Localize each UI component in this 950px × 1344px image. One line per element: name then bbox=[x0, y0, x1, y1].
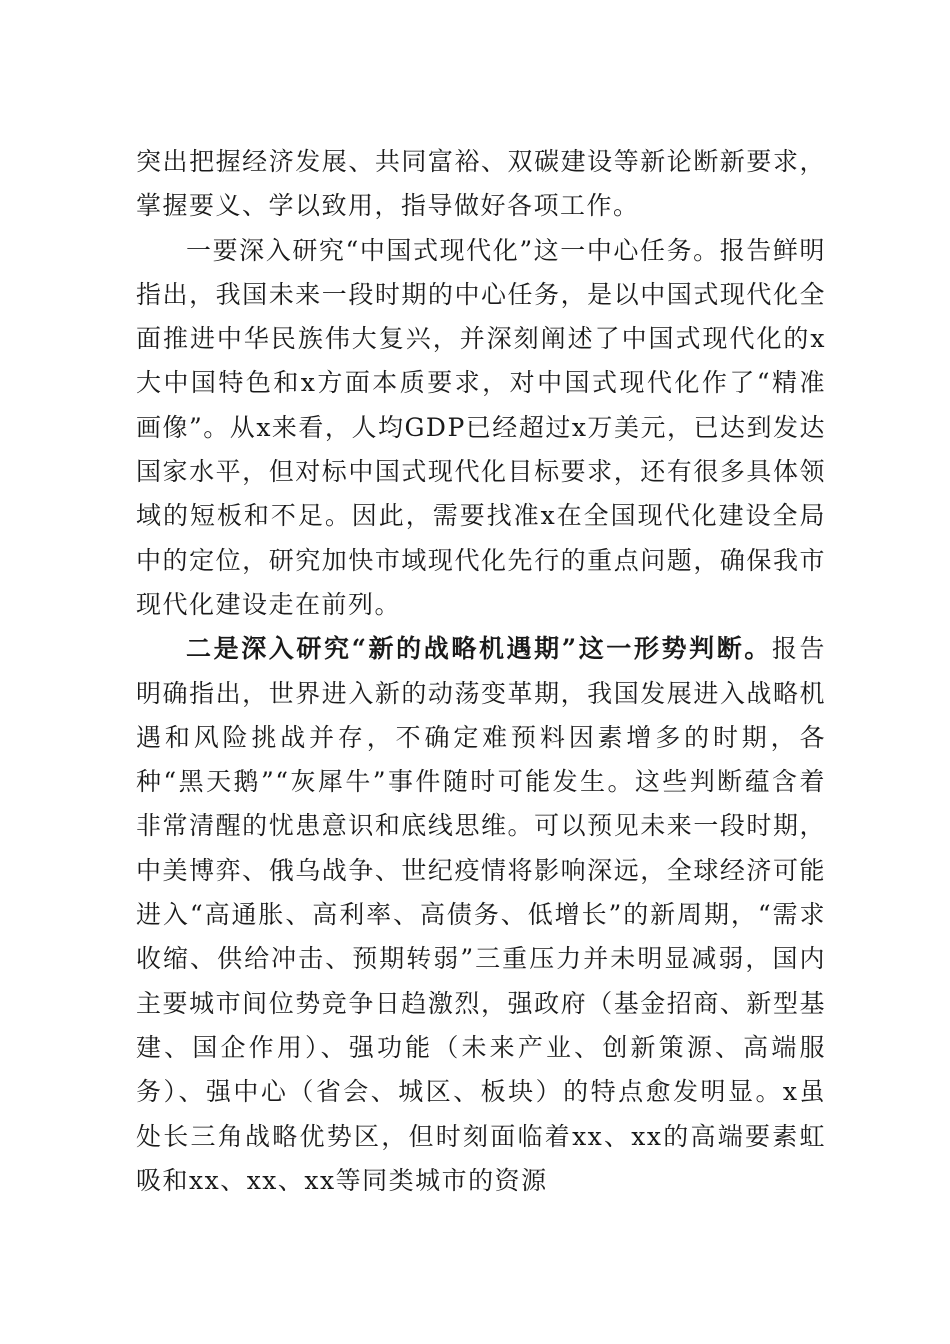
paragraph-1 bbox=[136, 140, 826, 229]
paragraph-3-heading: 二是深入研究“新的战略机遇期”这一形势判断。 bbox=[186, 634, 772, 664]
document-body bbox=[136, 140, 826, 1203]
paragraph-2 bbox=[136, 229, 826, 628]
paragraph-3 bbox=[136, 627, 826, 1203]
paragraph-2-text: 一要深入研究“中国式现代化”这一中心任务。报告鲜明指出，我国未来一段时期的中心任务，是以中国式现代化全面推进中华民族伟大复兴，并深刻阐述了中国式现代化的x大中国特色和x方面本质要求，对中国式现代化作了“精准画像”。从x来看，人均GDP已经超过x万美元，已达到发达国家水平，但对标中国式现代化目标要求，还有很多具体领域的短板和不足。因此，需要找准x在全国现代化建设全局中的定位，研究加快市域现代化先行的重点问题，确保我市现代化建设走在前列。 bbox=[136, 235, 826, 619]
paragraph-1-text: 突出把握经济发展、共同富裕、双碳建设等新论断新要求，掌握要义、学以致用，指导做好各项工作。 bbox=[136, 147, 826, 221]
paragraph-3-text: 报告明确指出，世界进入新的动荡变革期，我国发展进入战略机遇和风险挑战并存，不确定难预料因素增多的时期，各种“黑天鹅”“灰犀牛”事件随时可能发生。这些判断蕴含着非常清醒的忧患意识和底线思维。可以预见未来一段时期，中美博弈、俄乌战争、世纪疫情将影响深远，全球经济可能进入“高通胀、高利率、高债务、低增长”的新周期，“需求收缩、供给冲击、预期转弱”三重压力并未明显减弱，国内主要城市间位势竞争日趋激烈，强政府（基金招商、新型基建、国企作用）、强功能（未来产业、创新策源、高端服务）、强中心（省会、城区、板块）的特点愈发明显。x虽处长三角战略优势区，但时刻面临着xx、xx的高端要素虹吸和xx、xx、xx等同类城市的资源 bbox=[136, 634, 826, 1195]
